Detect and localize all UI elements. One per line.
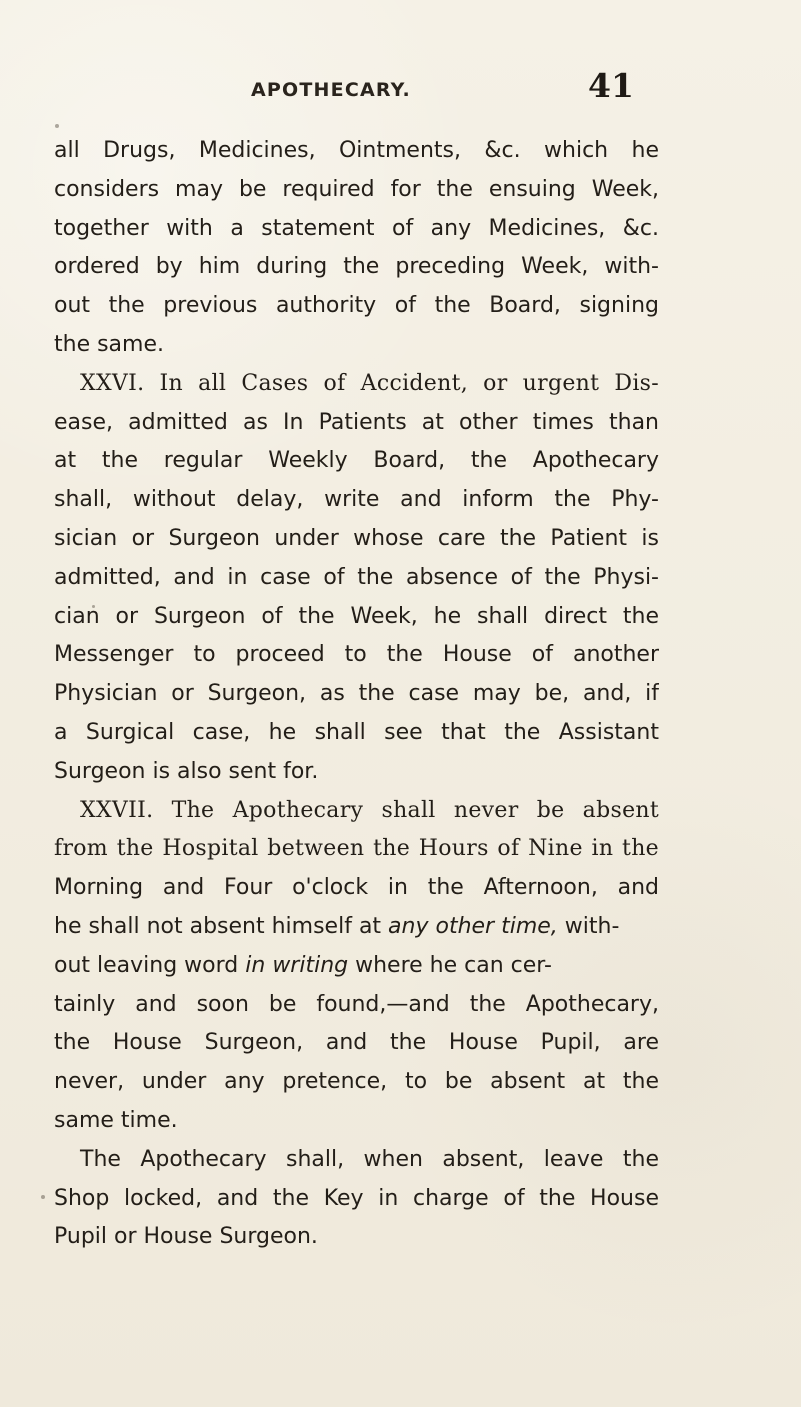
paper-speck <box>92 605 95 608</box>
text-line-15: Physician or Surgeon, as the case may be, and, if <box>54 681 659 707</box>
document-body <box>54 132 659 1257</box>
text-line-12: admitted, and in case of the absence of the Physi- <box>54 564 659 590</box>
text-line-25: never, under any pretence, to be absent at the <box>54 1069 659 1095</box>
text-line-14: Messenger to proceed to the House of another <box>54 642 659 668</box>
text-line-11: sician or Surgeon under whose care the Patient is <box>54 525 659 551</box>
text-line-19: from the Hospital between the Hours of Nine in the <box>54 836 659 862</box>
text-segment-21a: he shall not absent himself at <box>54 913 382 939</box>
text-line-28: Shop locked, and the Key in charge of the House <box>54 1185 659 1211</box>
text-line-9: at the regular Weekly Board, the Apothecary <box>54 448 659 474</box>
text-line-26: same time. <box>54 1107 178 1133</box>
text-line-27: The Apothecary shall, when absent, leave the <box>80 1146 659 1172</box>
text-line-2: considers may be required for the ensuing Week, <box>54 176 659 202</box>
text-line-22 <box>54 947 659 986</box>
text-line-16: a Surgical case, he shall see that the Assistant <box>54 719 659 745</box>
text-line-17: Surgeon is also sent for. <box>54 758 319 784</box>
text-line-8: ease, admitted as In Patients at other times than <box>54 409 659 435</box>
page-header <box>0 68 801 108</box>
paper-speck <box>636 575 638 577</box>
italic-phrase-in-writing: in writing <box>245 952 349 978</box>
text-line-21 <box>54 908 659 947</box>
text-line-29: Pupil or House Surgeon. <box>54 1224 318 1250</box>
italic-phrase-any-other-time: any other time, <box>388 913 558 939</box>
running-title: APOTHECARY. <box>251 79 411 101</box>
text-line-23: tainly and soon be found,—and the Apothecary, <box>54 991 659 1017</box>
text-segment-22b: where he can cer- <box>355 952 552 978</box>
paper-speck <box>41 1195 45 1199</box>
text-line-4: ordered by him during the preceding Week, with- <box>54 254 659 280</box>
paper-speck <box>55 124 59 128</box>
text-line-10: shall, without delay, write and inform the Phy- <box>54 487 659 513</box>
text-line-18: XXVII. The Apothecary shall never be absent <box>80 797 659 823</box>
text-line-1: all Drugs, Medicines, Ointments, &c. which he <box>54 138 659 163</box>
text-line-3: together with a statement of any Medicines, &c. <box>54 215 659 241</box>
page-number: 41 <box>588 66 634 105</box>
text-line-6: the same. <box>54 331 164 357</box>
text-segment-21b: with- <box>564 913 620 939</box>
text-line-20: Morning and Four o'clock in the Afternoon, and <box>54 875 659 901</box>
text-line-13: cian or Surgeon of the Week, he shall direct the <box>54 603 659 629</box>
text-line-24: the House Surgeon, and the House Pupil, are <box>54 1030 659 1056</box>
text-segment-22a: out leaving word <box>54 952 239 978</box>
text-line-5: out the previous authority of the Board, signing <box>54 293 659 319</box>
text-line-7: XXVI. In all Cases of Accident, or urgent Dis- <box>80 370 659 396</box>
